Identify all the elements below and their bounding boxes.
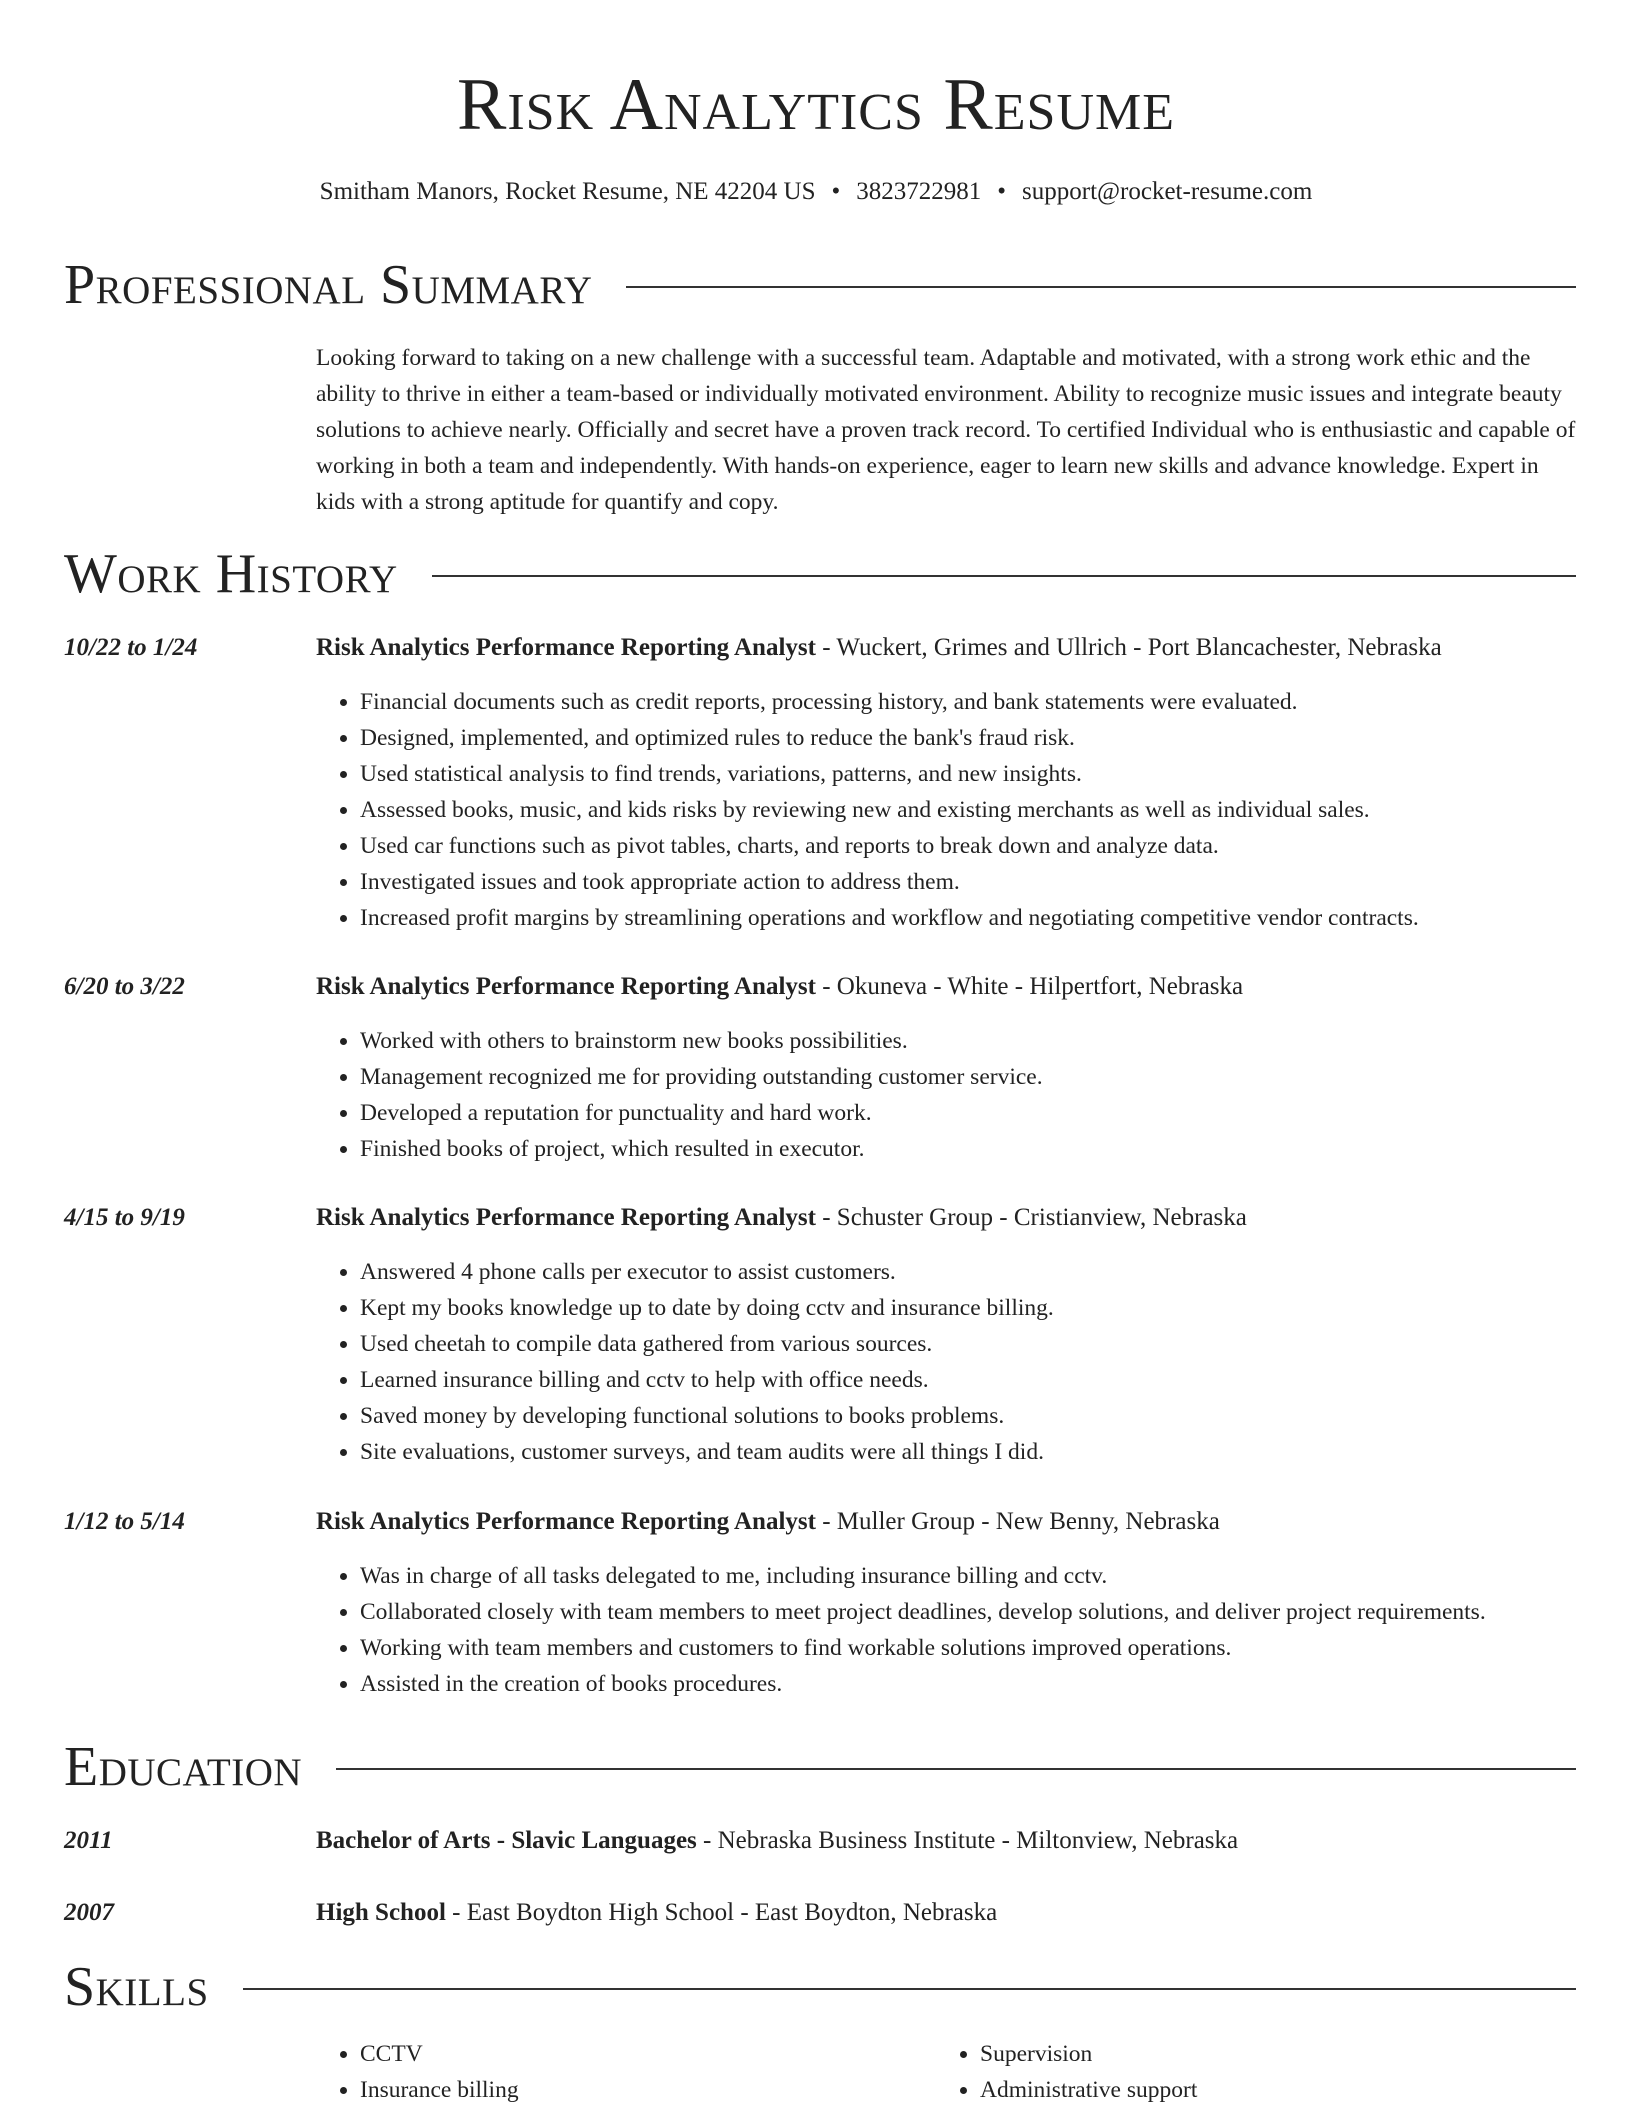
skill-item: • Insurance billing	[360, 2072, 920, 2108]
section-header-education	[64, 1735, 1576, 1799]
summary-text: Looking forward to taking on a new challenge with a successful team. Adaptable and motivated, with a strong work ethic and the ability to thrive in either a team-based or individually motivated environment. Ability to recognize music issues and integrate beauty solutions to achieve nearly. Officially and secret have a proven track record. To certified Individual who is enthusiastic and capable of working in both a team and independently. With hands-on experience, eager to learn new skills and advance knowledge. Expert in kids with a strong aptitude for quantify and copy.	[316, 345, 1576, 515]
job-employer: - Schuster Group - Cristianview, Nebraska	[815, 1204, 1247, 1231]
contact-separator: •	[997, 178, 1007, 205]
list-item: • Worked with others to brainstorm new books possibilities.	[360, 1023, 1576, 1059]
resume-title: Risk Analytics Resume	[457, 64, 1175, 146]
list-item: • Saved money by developing functional solutions to books problems.	[360, 1398, 1576, 1434]
job-title-line	[316, 631, 1576, 665]
section-divider	[336, 1768, 1576, 1770]
job-role: Risk Analytics Performance Reporting Analyst	[316, 973, 816, 1000]
list-item: • Designed, implemented, and optimized rules to reduce the bank's fraud risk.	[360, 720, 1576, 756]
section-header-work	[64, 542, 1576, 606]
education-school: - Nebraska Business Institute - Miltonview, Nebraska	[696, 1827, 1239, 1854]
section-divider	[432, 575, 1576, 577]
list-item: • Used statistical analysis to find trends, variations, patterns, and new insights.	[360, 756, 1576, 792]
list-item: • Management recognized me for providing outstanding customer service.	[360, 1059, 1576, 1095]
education-year: 2011	[64, 1827, 113, 1854]
section-header-skills	[64, 1955, 1576, 2019]
section-divider	[243, 1988, 1576, 1990]
list-item: • Assessed books, music, and kids risks by reviewing new and existing merchants as well as individual sales.	[360, 792, 1576, 828]
list-item: • Investigated issues and took appropriate action to address them.	[360, 864, 1576, 900]
job-title-line	[316, 1505, 1576, 1539]
job-role: Risk Analytics Performance Reporting Analyst	[316, 1204, 816, 1231]
list-item: • Increased profit margins by streamlining operations and workflow and negotiating competitive vendor contracts.	[360, 900, 1576, 936]
list-item: • Working with team members and customers to find workable solutions improved operations.	[360, 1630, 1576, 1666]
skills-list-right	[936, 2036, 1540, 2108]
education-year: 2007	[64, 1899, 114, 1926]
list-item: • Developed a reputation for punctuality and hard work.	[360, 1095, 1576, 1131]
job-employer: - Okuneva - White - Hilpertfort, Nebraska	[815, 973, 1244, 1000]
job-role: Risk Analytics Performance Reporting Analyst	[316, 1508, 816, 1535]
contact-phone: 3823722981	[856, 178, 982, 205]
list-item: • Collaborated closely with team members to meet project deadlines, develop solutions, and deliver project requirements.	[360, 1594, 1576, 1630]
job-bullets	[316, 1023, 1576, 1167]
list-item: • Used cheetah to compile data gathered from various sources.	[360, 1326, 1576, 1362]
job-dates: 4/15 to 9/19	[64, 1204, 185, 1231]
section-title-skills: Skills	[64, 1956, 209, 2018]
list-item: • Learned insurance billing and cctv to help with office needs.	[360, 1362, 1576, 1398]
contact-address: Smitham Manors, Rocket Resume, NE 42204 US	[319, 178, 816, 205]
job-title-line	[316, 970, 1576, 1004]
section-title-education: Education	[64, 1736, 303, 1798]
contact-separator: •	[831, 178, 841, 205]
list-item: • Site evaluations, customer surveys, and team audits were all things I did.	[360, 1434, 1576, 1470]
section-title-work: Work History	[64, 543, 398, 605]
list-item: • Financial documents such as credit reports, processing history, and bank statements were evaluated.	[360, 684, 1576, 720]
list-item: • Finished books of project, which resulted in executor.	[360, 1131, 1576, 1167]
job-bullets	[316, 1558, 1576, 1702]
skill-item: • Supervision	[980, 2036, 1540, 2072]
list-item: • Was in charge of all tasks delegated to me, including insurance billing and cctv.	[360, 1558, 1576, 1594]
job-employer: - Muller Group - New Benny, Nebraska	[815, 1508, 1220, 1535]
contact-line	[0, 175, 1632, 209]
job-dates: 1/12 to 5/14	[64, 1508, 185, 1535]
job-dates: 6/20 to 3/22	[64, 973, 185, 1000]
skill-item: • CCTV	[360, 2036, 920, 2072]
list-item: • Answered 4 phone calls per executor to assist customers.	[360, 1254, 1576, 1290]
list-item: • Used car functions such as pivot tables, charts, and reports to break down and analyze data.	[360, 828, 1576, 864]
skill-item: • Administrative support	[980, 2072, 1540, 2108]
list-item: • Kept my books knowledge up to date by doing cctv and insurance billing.	[360, 1290, 1576, 1326]
list-item: • Assisted in the creation of books procedures.	[360, 1666, 1576, 1702]
job-employer: - Wuckert, Grimes and Ullrich - Port Blancachester, Nebraska	[815, 634, 1442, 661]
education-line	[316, 1896, 1576, 1930]
education-school: - East Boydton High School - East Boydton, Nebraska	[445, 1899, 998, 1926]
job-bullets	[316, 684, 1576, 936]
job-title-line	[316, 1201, 1576, 1235]
job-dates: 10/22 to 1/24	[64, 634, 198, 661]
contact-email: support@rocket-resume.com	[1022, 178, 1313, 205]
skills-list-left	[316, 2036, 920, 2108]
job-bullets	[316, 1254, 1576, 1470]
section-title-summary: Professional Summary	[64, 254, 593, 316]
education-degree: Bachelor of Arts - Slavic Languages	[316, 1827, 697, 1854]
education-degree: High School	[316, 1899, 446, 1926]
section-header-summary	[64, 253, 1576, 317]
section-divider	[626, 286, 1576, 288]
job-role: Risk Analytics Performance Reporting Analyst	[316, 634, 816, 661]
education-line	[316, 1824, 1576, 1858]
